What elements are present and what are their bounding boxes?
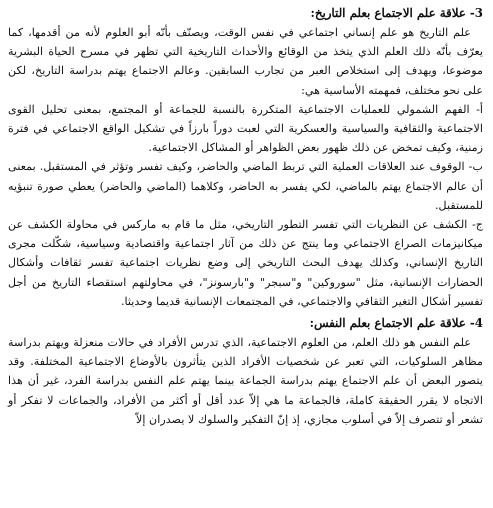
section-3-intro-paragraph: علم التاريخ هو علم إنساني اجتماعي في نفس الوقت، ويصنّف بأنّه أبو العلوم لأنه من أقدمها، كما يعرّف بأنّه ذلك العلم الذي يتخذ من الوقائع والأحداث التاريخية التي تظهر في مسرح الحياة البشرية موضوعا، ويهدف إلى استخلاص العبر من تجارب السابقين. وعالم الاجتماع يهتم بدراسة التاريخ، لكن على نحو مختلف، فمهمته الأساسية هي: [8,26,483,97]
section-3-item-c: ج- الكشف عن النظريات التي تفسر التطور التاريخي، مثل ما قام به ماركس في محاولة الكشف عن ميكانيزمات الصراع الاجتماعي وما ينتج عن ذلك من آثار اجتماعية واقتصادية وسياسية، شكّلت مجرى التاريخ الإنساني، وكذلك يهدف البحث التاريخي إلى وضع نظريات اجتماعية تفسر ثقافات وأشكال الحضارات الإنسانية، مثل "سوروكين" و"سبجر" و"بارسونز"، في محاولتهم استقصاء التاريخ من أجل تفسير أشكال التغير الثقافي والاجتماعي، في المجتمعات الإنسانية قديما وحديثا. [8,218,483,308]
section-3-heading: 3- علاقة علم الاجتماع بعلم التاريخ: [310,6,483,20]
section-3-item-a: أ- الفهم الشمولي للعمليات الاجتماعية المتكررة بالنسبة للجماعة أو المجتمع، بمعنى تحليل القوى الاجتماعية والثقافية والسياسية والعسكرية التي لعبت دوراً بارزاً في تشكيل الواقع الاجتماعي في فترة زمنية، وكيف تمخض عن ذلك ظهور بعض الظواهر أو المشاكل الاجتماعية. [8,102,483,155]
section-4-intro-paragraph: علم النفس هو ذلك العلم، من العلوم الاجتماعية، الذي تدرس الأفراد في حالات منعزلة ويهتم بدراسة مظاهر السلوكيات، التي تعبر عن شخصيات الأفراد الذين يتأثرون بالأوضاع الاجتماعية المختلفة. وقد يتصور البعض أن علم الاجتماع يهتم بدراسة الجماعة بينما يهتم علم النفس بدراسة الفرد، غير أن هذا الاتجاه لا يقرر الحقيقة كاملة، فالجماعة ما هي إلاّ عدد أقل أو أكثر من الأفراد، والجماعات لا تفكر أو تشعر أو تتصرف إلاّ في أسلوب مجازي، إذ إنّ التفكير والسلوك لا يصدران إلاّ [8,336,483,426]
section-3-item-b: ب- الوقوف عند العلاقات العملية التي تربط الماضي والحاضر، وكيف تفسر وتؤثر في المستقبل. بمعنى أن عالم الاجتماع يهتم بالماضي، لكي يفسر به الحاضر، وكلاهما (الماضي والحاضر) يعطي صورة تنبؤيه للمستقبل. [8,160,483,212]
section-4-heading: 4- علاقة علم الاجتماع بعلم النفس: [309,316,483,331]
